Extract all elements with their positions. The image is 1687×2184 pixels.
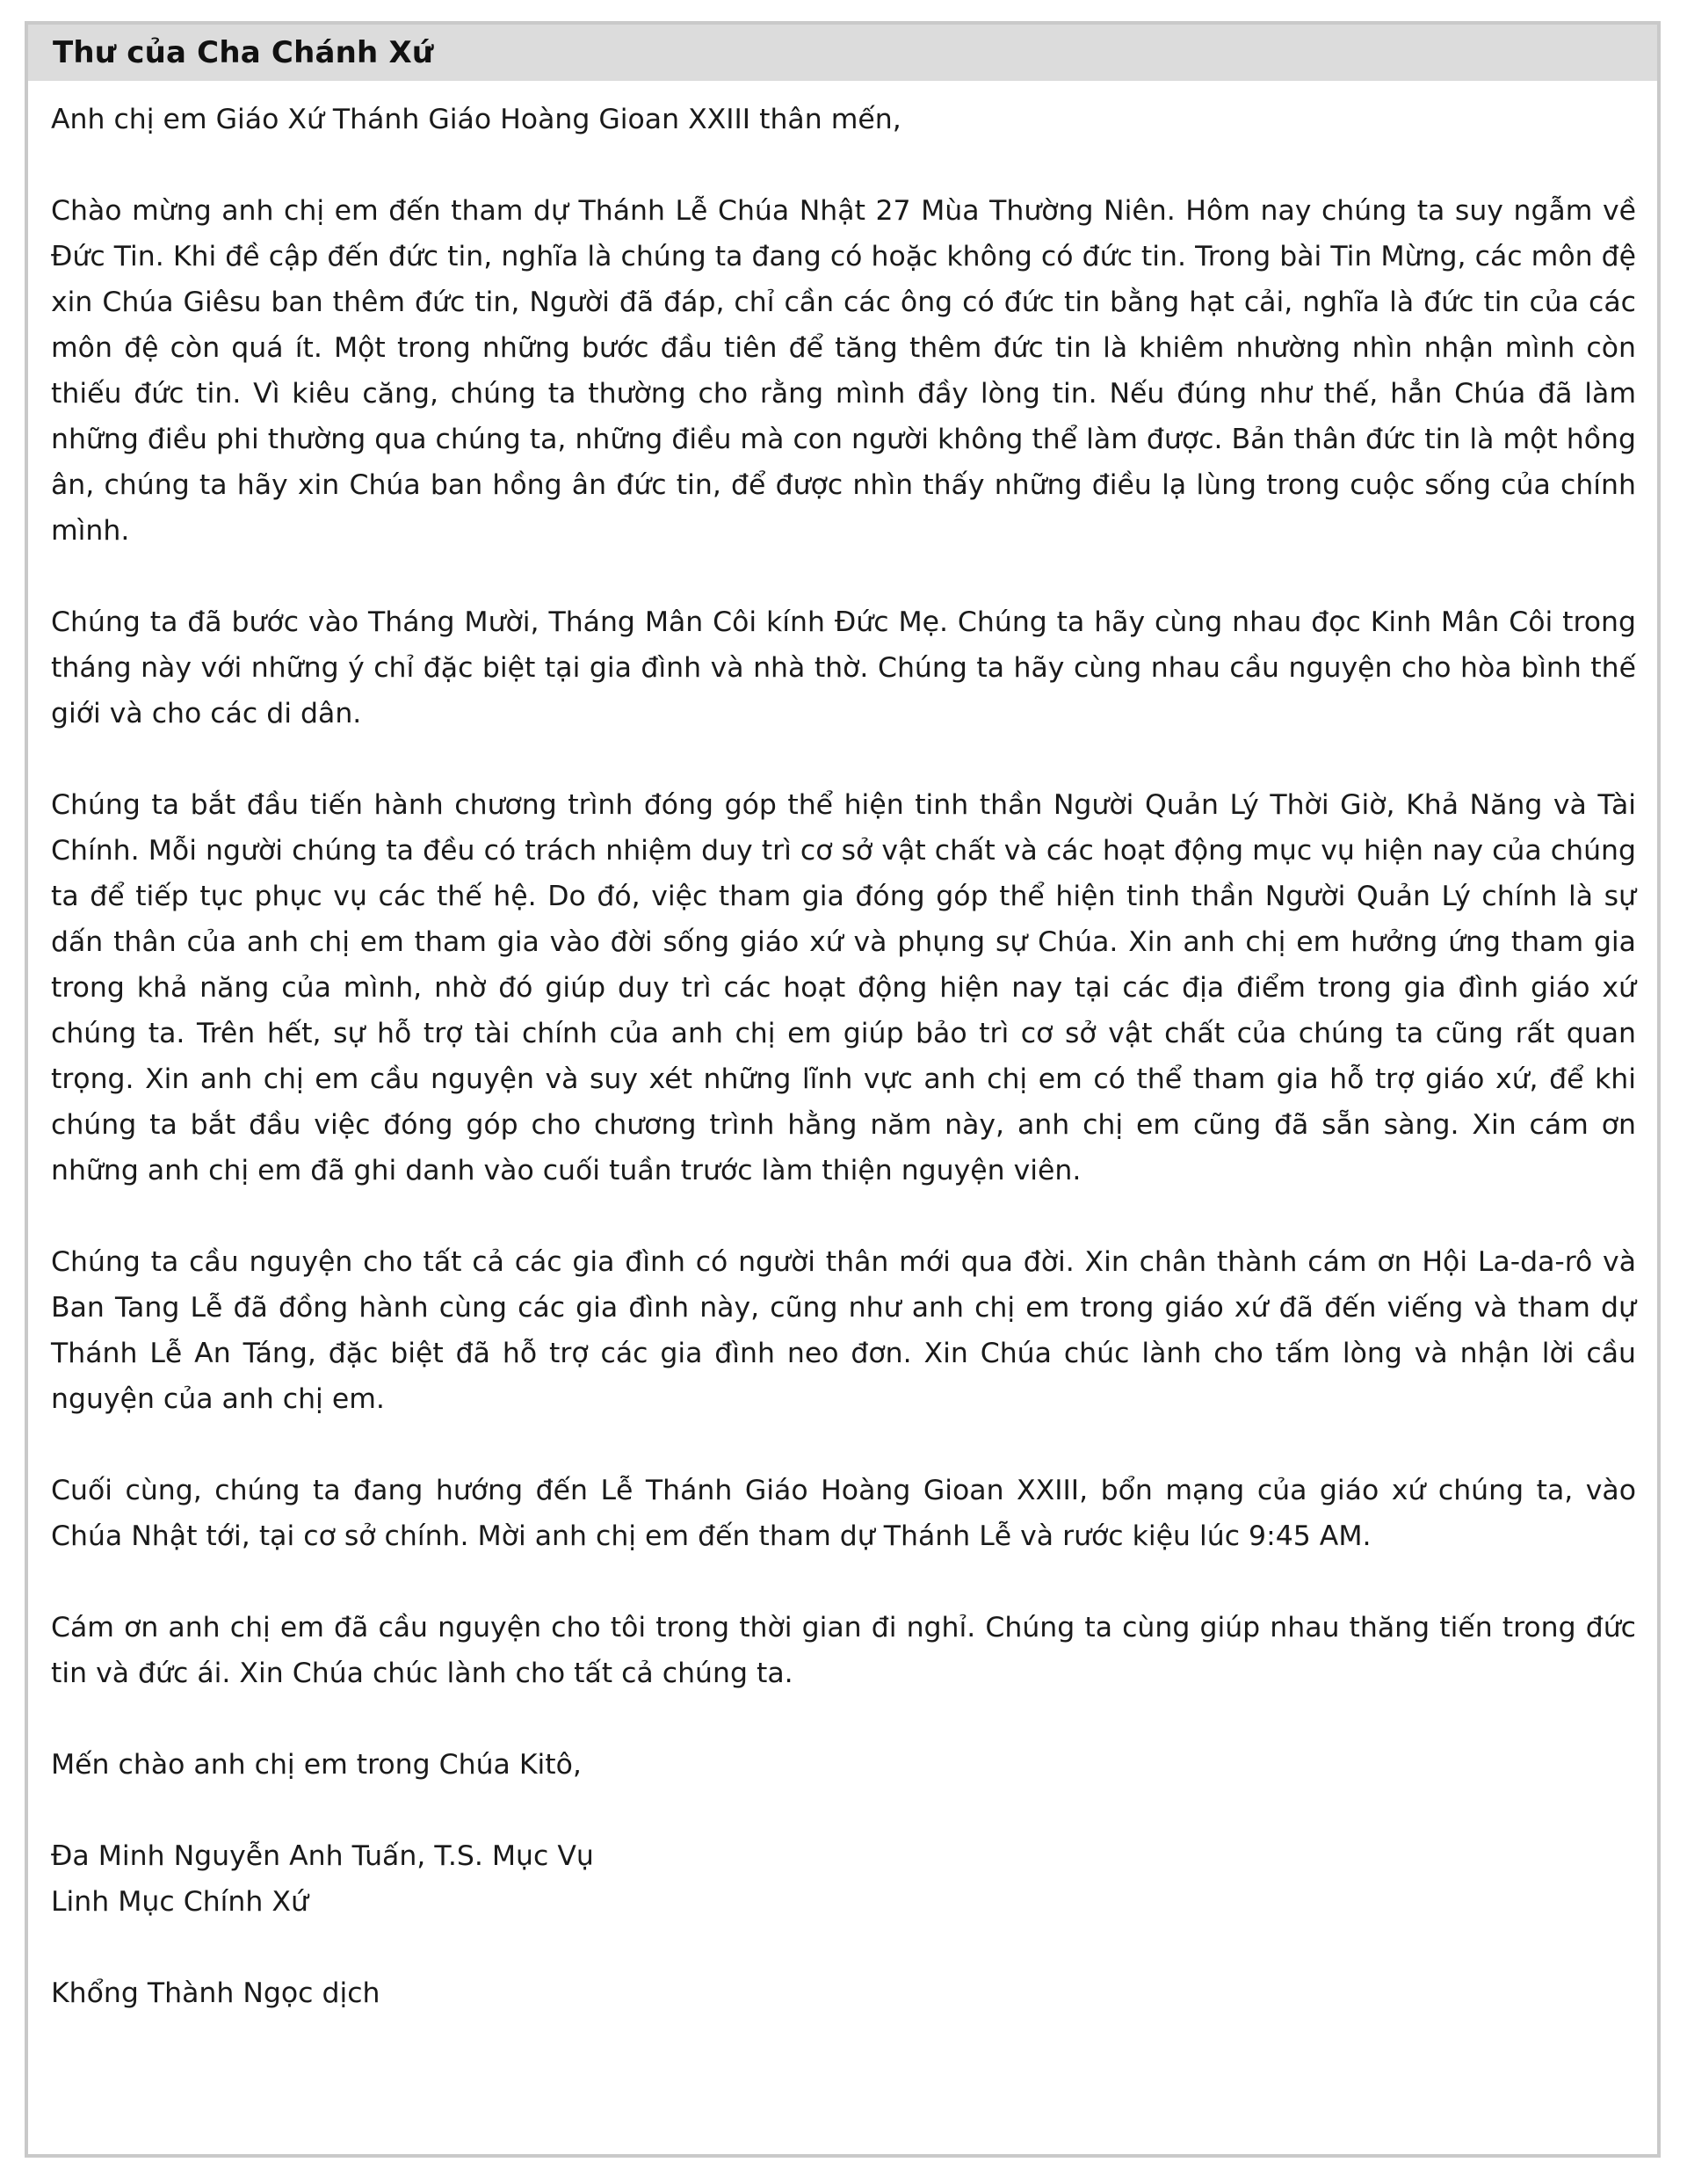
- signature-role: Linh Mục Chính Xứ: [51, 1886, 308, 1918]
- paragraph-faith: Chào mừng anh chị em đến tham dự Thánh Lễ Chúa Nhật 27 Mùa Thường Niên. Hôm nay chúng ta suy ngẫm về Đức Tin. Khi đề cập đến đức tin, nghĩa là chúng ta đang có hoặc không có đức tin. Trong bài Tin Mừng, các môn đệ xin Chúa Giêsu ban thêm đức tin, Người đã đáp, chỉ cần các ông có đức tin bằng hạt cải, nghĩa là đức tin của các môn đệ còn quá ít. Một trong những bước đầu tiên để tăng thêm đức tin là khiêm nhường nhìn nhận mình còn thiếu đức tin. Vì kiêu căng, chúng ta thường cho rằng mình đầy lòng tin. Nếu đúng như thế, hẳn Chúa đã làm những điều phi thường qua chúng ta, những điều mà con người không thể làm được. Bản thân đức tin là một hồng ân, chúng ta hãy xin Chúa ban hồng ân đức tin, để được nhìn thấy những điều lạ lùng trong cuộc sống của chính mình.: [51, 195, 1636, 547]
- letter-title: Thư của Cha Chánh Xứ: [53, 35, 434, 70]
- translator-credit: Khổng Thành Ngọc dịch: [51, 1977, 380, 2009]
- paragraph-patron-feast: Cuối cùng, chúng ta đang hướng đến Lễ Thánh Giáo Hoàng Gioan XXIII, bổn mạng của giáo xứ chúng ta, vào Chúa Nhật tới, tại cơ sở chính. Mời anh chị em đến tham dự Thánh Lễ và rước kiệu lúc 9:45 AM.: [51, 1475, 1636, 1552]
- signature-name: Đa Minh Nguyễn Anh Tuấn, T.S. Mục Vụ: [51, 1840, 594, 1872]
- paragraph-stewardship: Chúng ta bắt đầu tiến hành chương trình đóng góp thể hiện tinh thần Người Quản Lý Thời Giờ, Khả Năng và Tài Chính. Mỗi người chúng ta đều có trách nhiệm duy trì cơ sở vật chất và các hoạt động mục vụ hiện nay của chúng ta để tiếp tục phục vụ các thế hệ. Do đó, việc tham gia đóng góp thể hiện tinh thần Người Quản Lý chính là sự dấn thân của anh chị em tham gia vào đời sống giáo xứ và phụng sự Chúa. Xin anh chị em hưởng ứng tham gia trong khả năng của mình, nhờ đó giúp duy trì các hoạt động hiện nay tại các địa điểm trong gia đình giáo xứ chúng ta. Trên hết, sự hỗ trợ tài chính của anh chị em giúp bảo trì cơ sở vật chất của chúng ta cũng rất quan trọng. Xin anh chị em cầu nguyện và suy xét những lĩnh vực anh chị em có thể tham gia hỗ trợ giáo xứ, để khi chúng ta bắt đầu việc đóng góp cho chương trình hằng năm này, anh chị em cũng đã sẵn sàng. Xin cám ơn những anh chị em đã ghi danh vào cuối tuần trước làm thiện nguyện viên.: [51, 789, 1636, 1186]
- paragraph-rosary: Chúng ta đã bước vào Tháng Mười, Tháng Mân Côi kính Đức Mẹ. Chúng ta hãy cùng nhau đọc Kinh Mân Côi trong tháng này với những ý chỉ đặc biệt tại gia đình và nhà thờ. Chúng ta hãy cùng nhau cầu nguyện cho hòa bình thế giới và cho các di dân.: [51, 606, 1636, 729]
- closing: Mến chào anh chị em trong Chúa Kitô,: [51, 1749, 582, 1781]
- greeting: Anh chị em Giáo Xứ Thánh Giáo Hoàng Gioan XXIII thân mến,: [51, 104, 901, 135]
- paragraph-thanks: Cám ơn anh chị em đã cầu nguyện cho tôi trong thời gian đi nghỉ. Chúng ta cùng giúp nhau thăng tiến trong đức tin và đức ái. Xin Chúa chúc lành cho tất cả chúng ta.: [51, 1612, 1636, 1689]
- letter-body: [28, 81, 1657, 2016]
- letter-header: [28, 25, 1657, 81]
- paragraph-bereavement: Chúng ta cầu nguyện cho tất cả các gia đình có người thân mới qua đời. Xin chân thành cám ơn Hội La-da-rô và Ban Tang Lễ đã đồng hành cùng các gia đình này, cũng như anh chị em trong giáo xứ đã đến viếng và tham dự Thánh Lễ An Táng, đặc biệt đã hỗ trợ các gia đình neo đơn. Xin Chúa chúc lành cho tấm lòng và nhận lời cầu nguyện của anh chị em.: [51, 1246, 1636, 1415]
- letter-frame: [25, 21, 1661, 2158]
- signature-block: [51, 1833, 1636, 1925]
